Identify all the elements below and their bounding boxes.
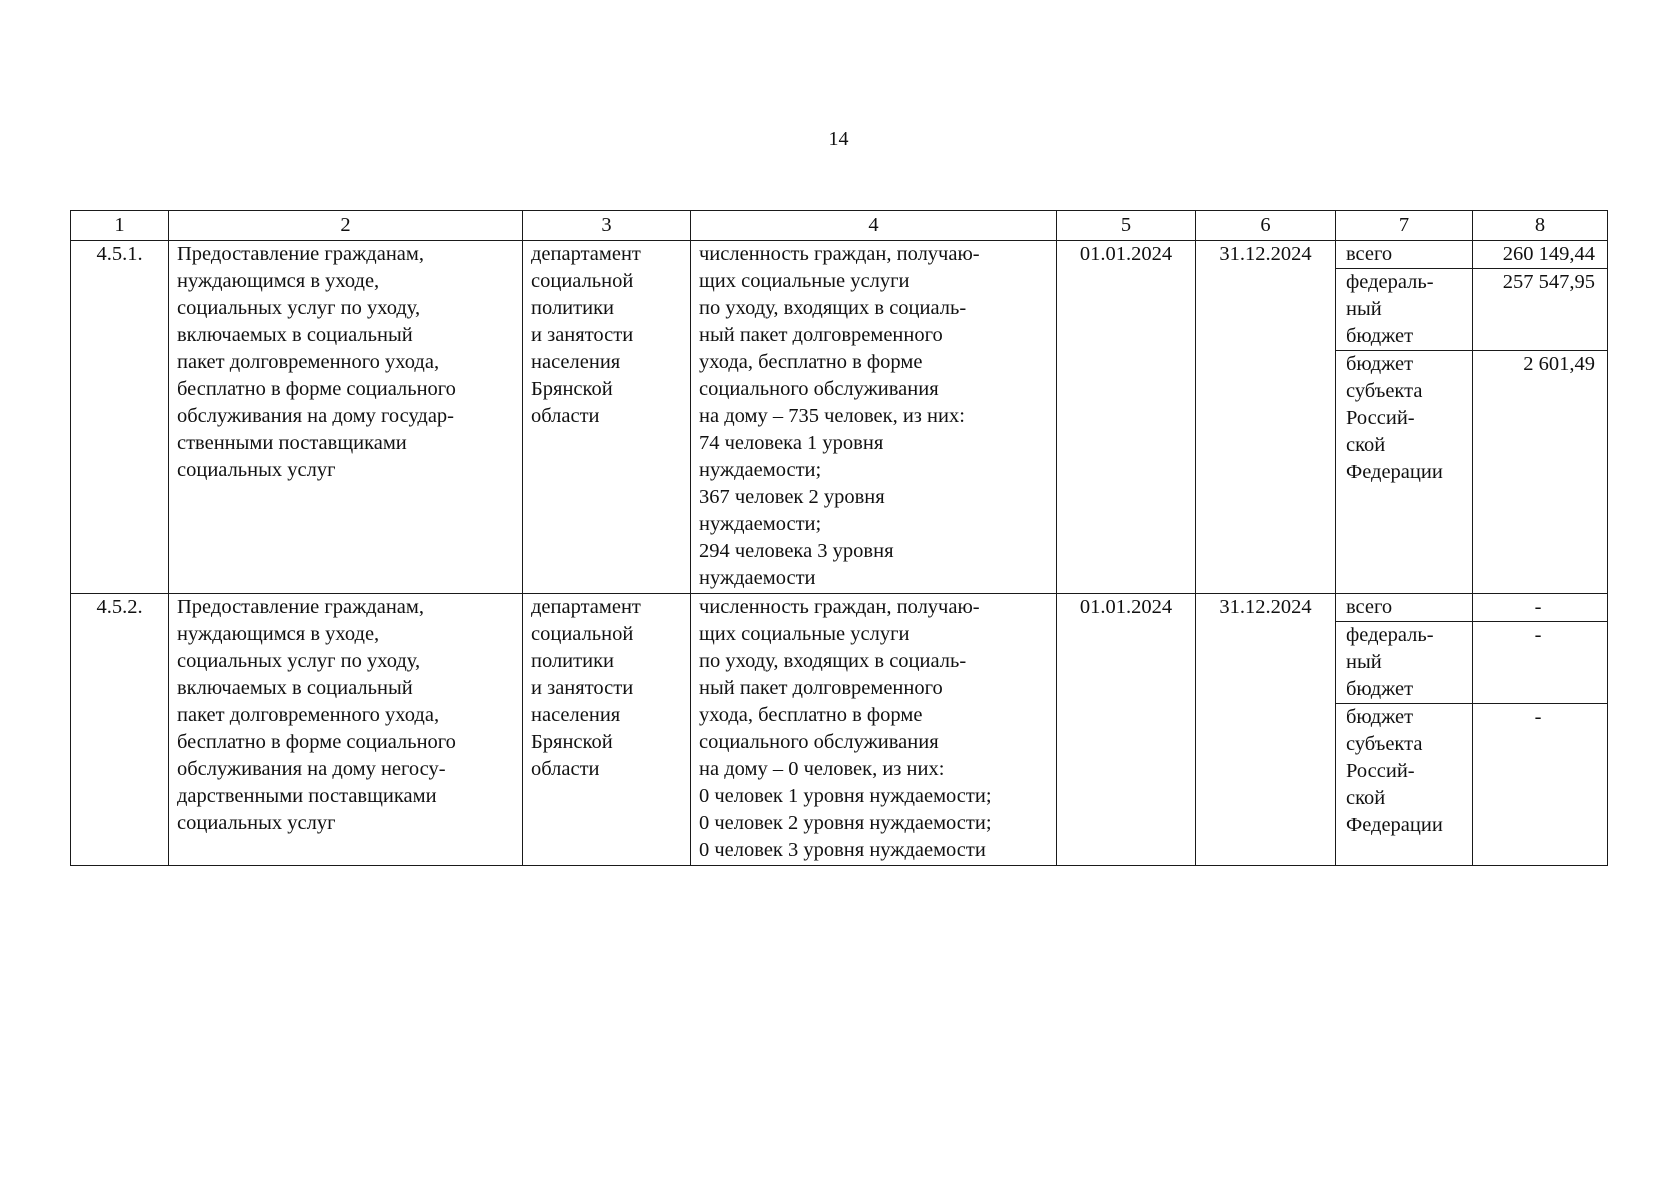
table-row <box>71 594 1608 622</box>
row-number: 4.5.2. <box>71 594 169 866</box>
column-header: 5 <box>1057 211 1196 241</box>
column-header: 2 <box>169 211 523 241</box>
column-header: 1 <box>71 211 169 241</box>
funding-source: бюджет субъекта Россий- ской Федерации <box>1336 704 1473 866</box>
funding-source: федераль- ный бюджет <box>1336 269 1473 351</box>
column-header: 6 <box>1196 211 1336 241</box>
column-header: 3 <box>523 211 691 241</box>
column-header: 7 <box>1336 211 1473 241</box>
funding-amount: 260 149,44 <box>1473 241 1608 269</box>
column-header: 4 <box>691 211 1057 241</box>
funding-amount: - <box>1473 594 1608 622</box>
responsible-executor: департамент социальной политики и занятости населения Брянской области <box>523 594 691 866</box>
funding-source: всего <box>1336 594 1473 622</box>
program-table <box>70 210 1608 866</box>
column-header: 8 <box>1473 211 1608 241</box>
activity-name: Предоставление гражданам, нуждающимся в уходе, социальных услуг по уходу, включаемых в социальный пакет долговременного ухода, бесплатно в форме социального обслуживания на дому государ- ственными поставщиками социальных услуг <box>169 241 523 594</box>
row-number: 4.5.1. <box>71 241 169 594</box>
table-row <box>71 241 1608 269</box>
funding-amount: 257 547,95 <box>1473 269 1608 351</box>
funding-source: всего <box>1336 241 1473 269</box>
result-indicator: численность граждан, получаю- щих социальные услуги по уходу, входящих в социаль- ный пакет долговременного ухода, бесплатно в форме социального обслуживания на дому – 0 человек, из них: 0 человек 1 уровня нуждаемости; 0 человек 2 уровня нуждаемости; 0 человек 3 уровня нуждаемости <box>691 594 1057 866</box>
table-header-row <box>71 211 1608 241</box>
activity-name: Предоставление гражданам, нуждающимся в уходе, социальных услуг по уходу, включаемых в социальный пакет долговременного ухода, бесплатно в форме социального обслуживания на дому негосу- дарственными поставщиками социальных услуг <box>169 594 523 866</box>
start-date: 01.01.2024 <box>1057 594 1196 866</box>
funding-source: федераль- ный бюджет <box>1336 622 1473 704</box>
page-number: 14 <box>828 128 849 150</box>
result-indicator: численность граждан, получаю- щих социальные услуги по уходу, входящих в социаль- ный пакет долговременного ухода, бесплатно в форме социального обслуживания на дому – 735 человек, из них: 74 человека 1 уровня нуждаемости; 367 человек 2 уровня нуждаемости; 294 человека 3 уровня нуждаемости <box>691 241 1057 594</box>
start-date: 01.01.2024 <box>1057 241 1196 594</box>
end-date: 31.12.2024 <box>1196 241 1336 594</box>
funding-amount: - <box>1473 704 1608 866</box>
funding-amount: - <box>1473 622 1608 704</box>
funding-source: бюджет субъекта Россий- ской Федерации <box>1336 351 1473 594</box>
responsible-executor: департамент социальной политики и занятости населения Брянской области <box>523 241 691 594</box>
end-date: 31.12.2024 <box>1196 594 1336 866</box>
funding-amount: 2 601,49 <box>1473 351 1608 594</box>
